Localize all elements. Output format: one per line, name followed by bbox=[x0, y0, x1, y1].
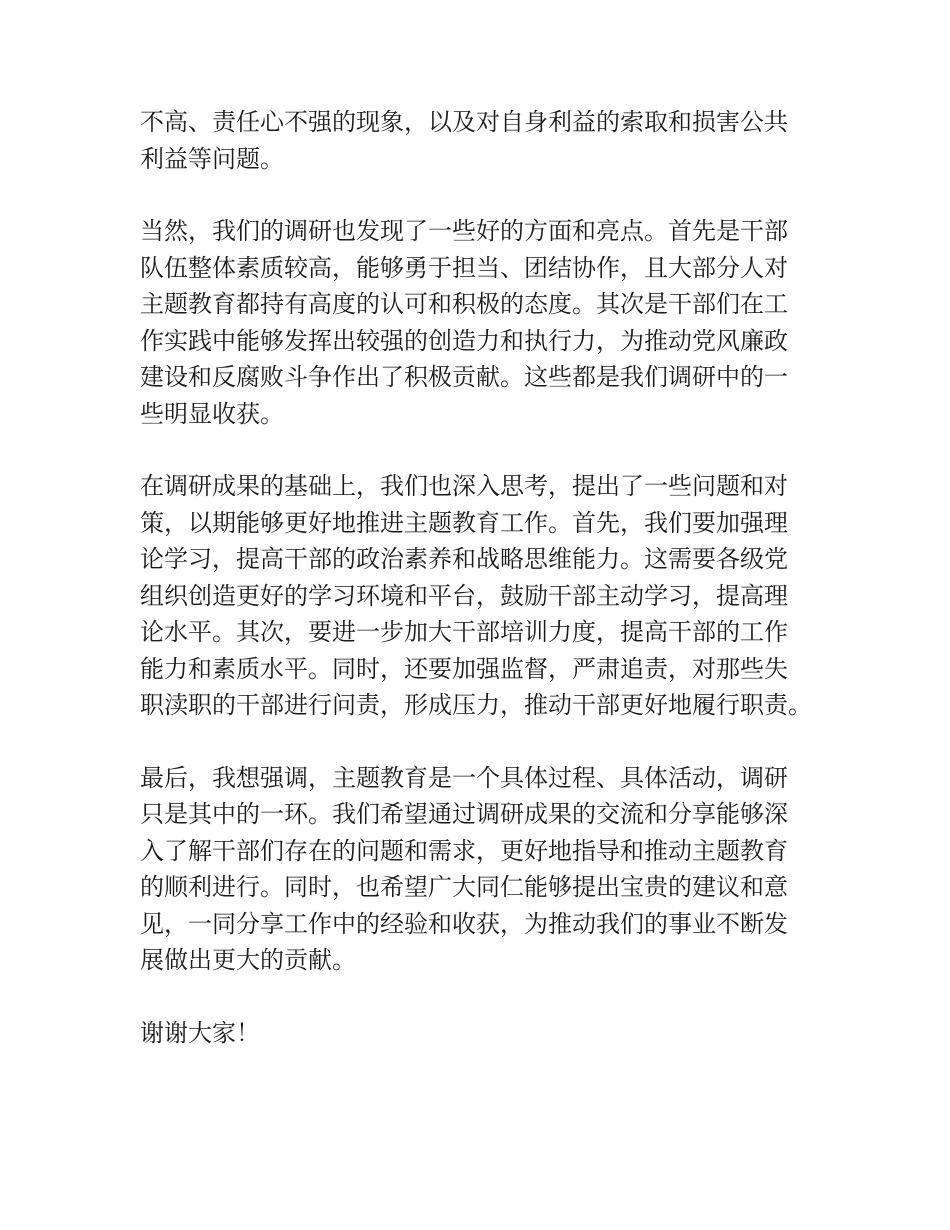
closing-line bbox=[140, 1015, 830, 1052]
text-line: 队伍整体素质较高，能够勇于担当、团结协作，且大部分人对 bbox=[140, 253, 788, 282]
text-line: 主题教育都持有高度的认可和积极的态度。其次是干部们在工 bbox=[140, 290, 788, 318]
text-line: 谢谢大家！ bbox=[140, 1018, 260, 1047]
text-line: 的顺利进行。同时，也希望广大同仁能够提出宝贵的建议和意 bbox=[140, 873, 788, 901]
text-line: 论水平。其次，要进一步加大干部培训力度，提高干部的工作 bbox=[140, 618, 788, 646]
document-body bbox=[140, 104, 830, 1087]
text-line: 组织创造更好的学习环境和平台，鼓励干部主动学习，提高理 bbox=[140, 581, 788, 610]
text-line: 论学习，提高干部的政治素养和战略思维能力。这需要各级党 bbox=[140, 545, 788, 573]
text-line: 当然，我们的调研也发现了一些好的方面和亮点。首先是干部 bbox=[140, 217, 788, 245]
paragraph-4 bbox=[140, 760, 830, 979]
text-line: 入了解干部们存在的问题和需求，更好地指导和推动主题教育 bbox=[140, 836, 788, 865]
text-line: 不高、责任心不强的现象，以及对自身利益的索取和损害公共 bbox=[140, 108, 788, 136]
text-line: 建设和反腐败斗争作出了积极贡献。这些都是我们调研中的一 bbox=[140, 363, 788, 391]
text-line: 作实践中能够发挥出较强的创造力和执行力，为推动党风廉政 bbox=[140, 326, 788, 355]
text-line: 策，以期能够更好地推进主题教育工作。首先，我们要加强理 bbox=[140, 508, 788, 537]
paragraph-1 bbox=[140, 104, 830, 177]
text-line: 在调研成果的基础上，我们也深入思考，提出了一些问题和对 bbox=[140, 472, 788, 500]
paragraph-2 bbox=[140, 213, 830, 432]
text-line: 展做出更大的贡献。 bbox=[140, 946, 356, 974]
text-line: 最后，我想强调，主题教育是一个具体过程、具体活动，调研 bbox=[140, 763, 788, 792]
text-line: 能力和素质水平。同时，还要加强监督，严肃追责，对那些失 bbox=[140, 654, 788, 683]
text-line: 些明显收获。 bbox=[140, 399, 284, 428]
text-line: 只是其中的一环。我们希望通过调研成果的交流和分享能够深 bbox=[140, 800, 788, 828]
paragraph-3 bbox=[140, 468, 830, 724]
text-line: 利益等问题。 bbox=[140, 144, 284, 173]
text-line: 见，一同分享工作中的经验和收获，为推动我们的事业不断发 bbox=[140, 909, 788, 938]
text-line: 职渎职的干部进行问责，形成压力，推动干部更好地履行职责。 bbox=[140, 691, 812, 719]
